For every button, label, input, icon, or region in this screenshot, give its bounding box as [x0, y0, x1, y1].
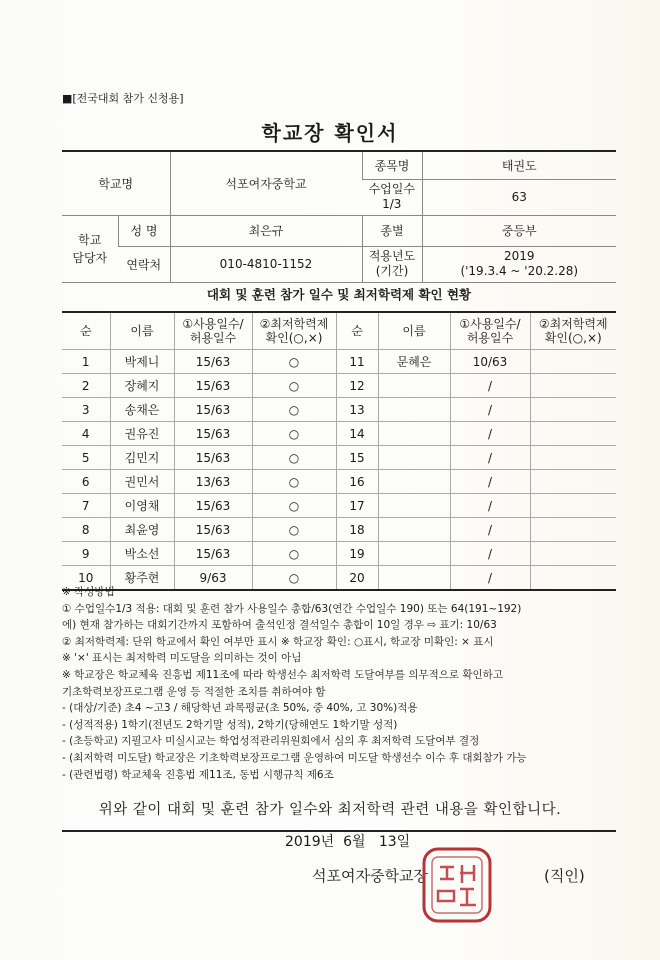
header-min: ②최저학력제 확인(○,×)	[252, 312, 336, 350]
info-table	[62, 150, 616, 283]
row-days: /	[450, 446, 530, 470]
header-name: 이름	[378, 312, 450, 350]
row-days: 9/63	[174, 566, 252, 591]
row-days: 15/63	[174, 374, 252, 398]
row-check	[530, 542, 616, 566]
manager-label: 학교 담당자	[62, 215, 118, 282]
row-seq: 16	[336, 470, 378, 494]
row-name: 박제니	[110, 350, 174, 374]
note-line: ※ 학교장은 학교체육 진흥법 제11조에 따라 학생선수 최저학력 도달여부를 의무적으로 확인하고	[62, 668, 503, 681]
row-check: ○	[252, 422, 336, 446]
row-seq: 4	[62, 422, 110, 446]
row-name	[378, 398, 450, 422]
days-label: 수업일수 1/3	[362, 179, 422, 215]
row-seq: 6	[62, 470, 110, 494]
row-days: /	[450, 518, 530, 542]
page-title: 학교장 확인서	[261, 121, 399, 145]
official-seal-icon	[418, 845, 496, 925]
row-seq: 5	[62, 446, 110, 470]
note-line: 에) 현재 참가하는 대회기간까지 포함하여 출석인정 결석일수 총합이 10일 경우 ⇨ 표기: 10/63	[62, 619, 497, 632]
table-title: 대회 및 훈련 참가 일수 및 최저학력제 확인 현황	[206, 287, 472, 302]
event-label: 종목명	[362, 151, 422, 179]
header-seq: 순	[62, 312, 110, 350]
table-row	[62, 518, 616, 542]
division-label: 종별	[362, 215, 422, 246]
row-name: 황주현	[110, 566, 174, 591]
year-label: 적용년도 (기간)	[362, 246, 422, 282]
event-value: 태권도	[422, 151, 616, 179]
row-days: 15/63	[174, 398, 252, 422]
row-seq: 3	[62, 398, 110, 422]
header-min: ②최저학력제 확인(○,×)	[530, 312, 616, 350]
header-seq: 순	[336, 312, 378, 350]
name-label: 성 명	[118, 215, 170, 246]
row-check: ○	[252, 470, 336, 494]
header-tag: ■[전국대회 참가 신청용]	[62, 92, 184, 105]
row-check: ○	[252, 494, 336, 518]
row-seq: 1	[62, 350, 110, 374]
year-value: 2019 ('19.3.4 ~ '20.2.28)	[422, 246, 616, 282]
school-signature: 석포여자중학교장	[312, 867, 428, 885]
school-name: 석포여자중학교	[170, 151, 362, 215]
days-value: 63	[422, 179, 616, 215]
table-row	[62, 350, 616, 374]
row-name	[378, 542, 450, 566]
row-name	[378, 518, 450, 542]
row-days: /	[450, 566, 530, 591]
note-line: - (초등학교) 지필고사 미실시교는 학업성적관리위원회에서 심의 후 최저학력 도달여부 결정	[62, 735, 480, 748]
row-name: 권민서	[110, 470, 174, 494]
row-name: 박소선	[110, 542, 174, 566]
row-name: 최윤영	[110, 518, 174, 542]
notes	[62, 584, 622, 783]
row-check	[530, 494, 616, 518]
row-days: 15/63	[174, 350, 252, 374]
header-name: 이름	[110, 312, 174, 350]
row-days: 15/63	[174, 542, 252, 566]
row-days: /	[450, 494, 530, 518]
note-line: 기초학력보장프로그램 운영 등 적절한 조치를 취하여야 함	[62, 685, 326, 698]
row-check: ○	[252, 518, 336, 542]
table-row	[62, 398, 616, 422]
row-check	[530, 470, 616, 494]
header-days: ①사용일수/ 허용일수	[450, 312, 530, 350]
row-seq: 11	[336, 350, 378, 374]
note-line: ※ 작성방법	[62, 586, 115, 598]
row-seq: 10	[62, 566, 110, 591]
row-seq: 8	[62, 518, 110, 542]
row-days: /	[450, 398, 530, 422]
row-check: ○	[252, 350, 336, 374]
row-days: 15/63	[174, 494, 252, 518]
contact-value: 010-4810-1152	[170, 246, 362, 282]
row-name: 송채은	[110, 398, 174, 422]
table-row	[62, 446, 616, 470]
name-value: 최은규	[170, 215, 362, 246]
row-days: /	[450, 542, 530, 566]
table-row	[62, 422, 616, 446]
table-row	[62, 374, 616, 398]
row-name: 이영채	[110, 494, 174, 518]
row-check	[530, 350, 616, 374]
row-seq: 15	[336, 446, 378, 470]
row-name: 장혜지	[110, 374, 174, 398]
row-check	[530, 422, 616, 446]
row-check: ○	[252, 398, 336, 422]
row-check	[530, 518, 616, 542]
row-seq: 14	[336, 422, 378, 446]
row-seq: 12	[336, 374, 378, 398]
row-seq: 17	[336, 494, 378, 518]
row-seq: 13	[336, 398, 378, 422]
header-days: ①사용일수/ 허용일수	[174, 312, 252, 350]
row-check: ○	[252, 542, 336, 566]
row-name: 문혜은	[378, 350, 450, 374]
school-label: 학교명	[62, 151, 170, 215]
row-days: /	[450, 422, 530, 446]
note-line: ※ '×' 표시는 최저학력 미도달을 의미하는 것이 아님	[62, 652, 302, 665]
contact-label: 연락처	[118, 246, 170, 282]
table-row	[62, 542, 616, 566]
participation-table	[62, 311, 616, 591]
table-row	[62, 494, 616, 518]
table-row	[62, 470, 616, 494]
row-seq: 2	[62, 374, 110, 398]
row-seq: 19	[336, 542, 378, 566]
row-days: 15/63	[174, 518, 252, 542]
row-check	[530, 398, 616, 422]
row-days: 15/63	[174, 446, 252, 470]
confirm-statement: 위와 같이 대회 및 훈련 참가 일수와 최저학력 관련 내용을 확인합니다.	[98, 802, 562, 818]
note-line: ② 최저학력제: 단위 학교에서 확인 여부만 표시 ※ 학교장 확인: ○표시, 학교장 미확인: × 표시	[62, 635, 494, 648]
row-name	[378, 494, 450, 518]
table-header-row	[62, 312, 616, 350]
row-days: /	[450, 470, 530, 494]
row-name	[378, 374, 450, 398]
row-seq: 9	[62, 542, 110, 566]
row-name: 권유진	[110, 422, 174, 446]
note-line: ① 수업일수1/3 적용: 대회 및 훈련 참가 사용일수 총합/63(연간 수업일수 190) 또는 64(191~192)	[62, 602, 522, 615]
row-seq: 20	[336, 566, 378, 591]
division-value: 중등부	[422, 215, 616, 246]
row-seq: 18	[336, 518, 378, 542]
issue-date: 2019년 6월 13일	[285, 834, 411, 850]
row-name	[378, 446, 450, 470]
row-check	[530, 446, 616, 470]
row-check: ○	[252, 566, 336, 591]
note-line: - (성적적용) 1학기(전년도 2학기말 성적), 2학기(당해연도 1학기말 성적)	[62, 718, 398, 731]
note-line: - (관련법령) 학교체육 진흥법 제11조, 동법 시행규칙 제6조	[62, 768, 334, 781]
row-check: ○	[252, 446, 336, 470]
row-days: 10/63	[450, 350, 530, 374]
row-days: 15/63	[174, 422, 252, 446]
row-name: 김민지	[110, 446, 174, 470]
row-check: ○	[252, 374, 336, 398]
row-name	[378, 470, 450, 494]
row-check	[530, 374, 616, 398]
seal-label: (직인)	[544, 867, 585, 885]
note-line: - (대상/기준) 초4 ~고3 / 해당학년 과목평균(초 50%, 중 40%, 고 30%)적용	[62, 702, 418, 715]
note-line: - (최저학력 미도달) 학교장은 기초학력보장프로그램 운영하여 미도달 학생선수 이수 후 대회참가 가능	[62, 751, 527, 764]
row-days: /	[450, 374, 530, 398]
row-seq: 7	[62, 494, 110, 518]
row-name	[378, 422, 450, 446]
row-days: 13/63	[174, 470, 252, 494]
